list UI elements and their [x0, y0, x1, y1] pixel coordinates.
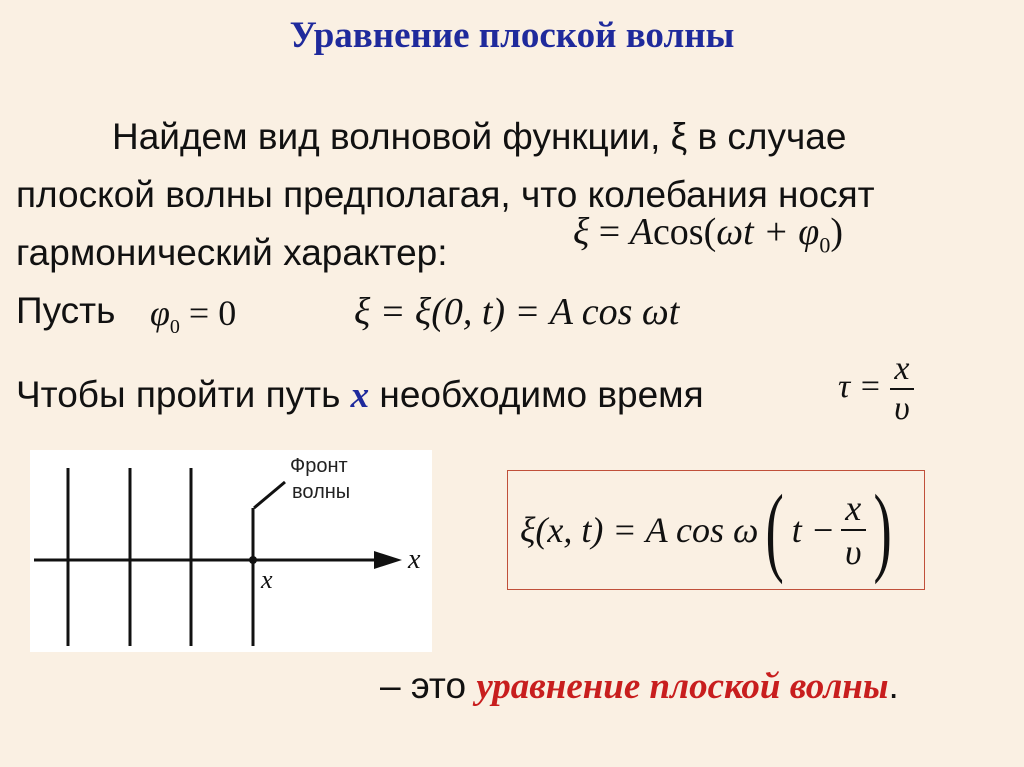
- right-paren: ): [873, 474, 892, 585]
- left-paren: (: [765, 474, 785, 585]
- origin-oscillation-formula: ξ = ξ(0, t) = A cos ωt: [354, 291, 680, 333]
- front-label-line-2: волны: [292, 481, 351, 503]
- front-pointer: [254, 482, 285, 508]
- tau-formula: τ = $\frac{x}{\upsilon}$: [838, 350, 914, 428]
- intro-line-1: Найдем вид волновой функции, ξ в случае: [112, 116, 847, 157]
- x-variable: x: [350, 375, 370, 416]
- intro-line-2: плоской волны предполагая, что колебания носят: [16, 174, 875, 215]
- travel-time-sentence: Чтобы пройти путь x необходимо время: [16, 374, 704, 416]
- plane-wave-formula: ξ(x, t) = A cos ω ( t − $\frac{x}{\upsilon}$ ): [520, 474, 892, 585]
- wave-front-svg: [30, 450, 432, 652]
- initial-phase-condition: $\varphi_0 = 0$: [150, 293, 237, 339]
- slide-title: Уравнение плоской волны: [289, 15, 735, 56]
- front-label-line-1: Фронт: [290, 455, 348, 477]
- let-label: Пусть: [16, 290, 116, 331]
- point-label: x: [261, 565, 273, 594]
- x-axis-label: x: [408, 544, 421, 575]
- conclusion: – это уравнение плоской волны.: [380, 665, 899, 707]
- wave-front-diagram: [30, 450, 432, 652]
- intro-line-3: гармонический характер:: [16, 232, 448, 273]
- conclusion-highlight: уравнение плоской волны: [476, 666, 889, 707]
- harmonic-formula: $\xi = Acos(\omega t + \varphi_0)$: [573, 211, 843, 258]
- intro-paragraph: [16, 108, 1006, 282]
- point-marker: [249, 556, 257, 564]
- x-axis-arrow: [374, 551, 402, 569]
